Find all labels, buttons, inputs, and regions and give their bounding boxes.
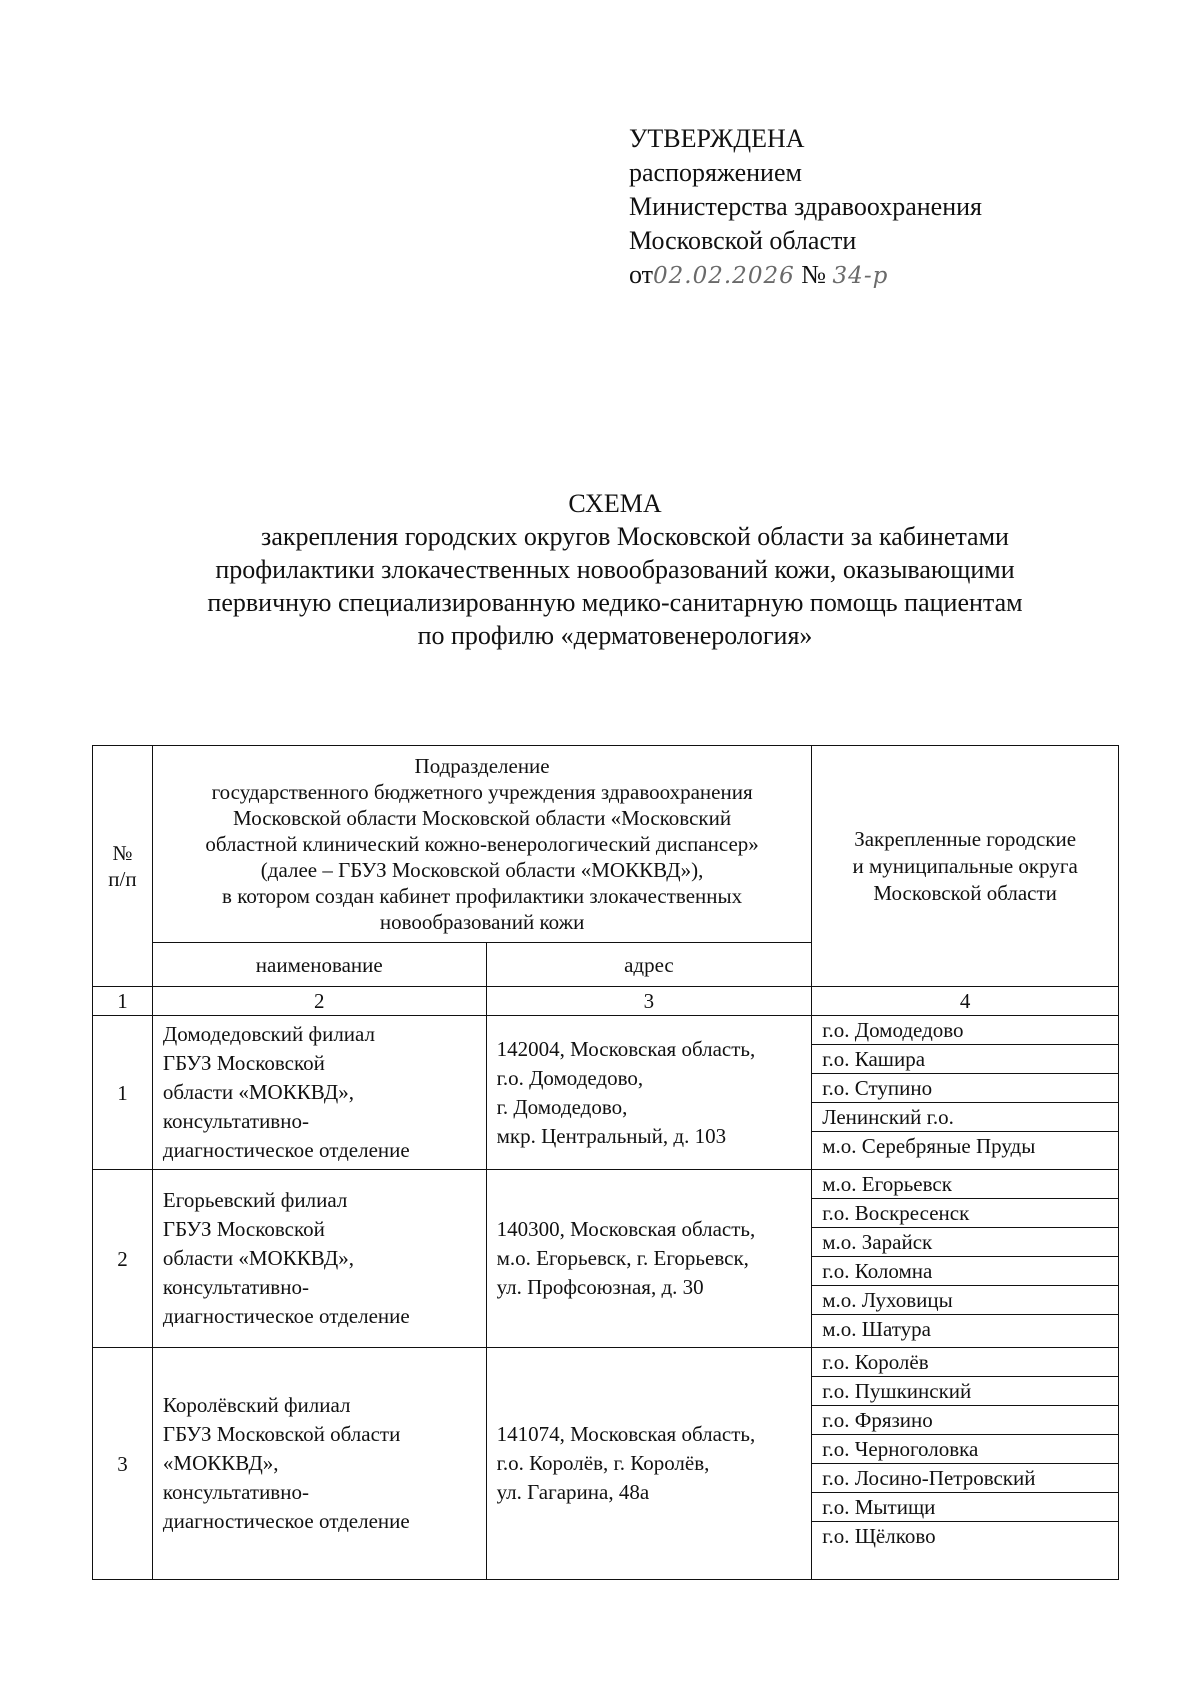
branch-address <box>486 1170 812 1348</box>
branch-address <box>486 1016 812 1170</box>
heading-line-1: закрепления городских округов Московской области за кабинетами <box>261 522 1009 551</box>
branch-address-line: 141074, Московская область, <box>496 1422 756 1446</box>
document-heading <box>150 487 1080 652</box>
area-item: Ленинский г.о. <box>812 1103 1118 1132</box>
approval-line-3: Московской области <box>629 226 857 255</box>
approval-date-line <box>629 258 982 293</box>
branch-name-line: «МОККВД», <box>162 1451 279 1475</box>
branch-address-line: ул. Гагарина, 48а <box>496 1480 650 1504</box>
table-row <box>93 1170 1119 1348</box>
area-item: г.о. Домодедово <box>812 1016 1118 1045</box>
branch-name-line: области «МОККВД», <box>162 1080 355 1104</box>
branch-name <box>152 1016 486 1170</box>
col-number-1: 1 <box>93 987 153 1016</box>
area-item: г.о. Кашира <box>812 1045 1118 1074</box>
branch-name-line: диагностическое отделение <box>162 1138 410 1162</box>
approval-stamp <box>629 122 982 293</box>
header-unit <box>152 746 811 943</box>
header-unit-line: Подразделение <box>414 754 550 778</box>
branch-address-line: мкр. Центральный, д. 103 <box>496 1123 727 1148</box>
branch-address-line: м.о. Егорьевск, г. Егорьевск, <box>496 1246 749 1270</box>
assignment-table <box>92 745 1119 1580</box>
area-item: г.о. Лосино-Петровский <box>812 1464 1118 1493</box>
branch-name-line: ГБУЗ Московской <box>162 1217 325 1241</box>
branch-name-line: Домодедовский филиал <box>162 1022 376 1046</box>
handwritten-date: 02.02.2026 <box>653 263 795 289</box>
row-num: 1 <box>93 1016 153 1170</box>
heading-line-2: профилактики злокачественных новообразований кожи, оказывающими <box>215 555 1015 584</box>
area-item: м.о. Шатура <box>822 1317 931 1341</box>
branch-name-line: ГБУЗ Московской <box>162 1051 325 1075</box>
area-item: г.о. Воскресенск <box>812 1199 1118 1228</box>
assigned-areas <box>812 1170 1119 1348</box>
date-prefix: от <box>629 260 654 289</box>
header-name: наименование <box>152 943 486 987</box>
col-number-3: 3 <box>486 987 812 1016</box>
row-num: 3 <box>93 1348 153 1580</box>
approval-line-2: Министерства здравоохранения <box>629 192 982 221</box>
header-num-line: п/п <box>108 867 137 891</box>
branch-address-line: г.о. Домодедово, <box>496 1065 644 1090</box>
branch-address-line: 142004, Московская область, <box>496 1036 756 1061</box>
assigned-areas <box>812 1348 1119 1580</box>
header-unit-line: государственного бюджетного учреждения здравоохранения <box>211 780 753 804</box>
handwritten-number: 34-р <box>832 263 889 289</box>
row-num: 2 <box>93 1170 153 1348</box>
area-item: г.о. Мытищи <box>812 1493 1118 1522</box>
area-item: м.о. Серебряные Пруды <box>822 1134 1036 1158</box>
number-prefix: № <box>801 260 827 289</box>
branch-name-line: консультативно- <box>162 1480 309 1504</box>
area-item: г.о. Пушкинский <box>812 1377 1118 1406</box>
header-unit-line: (далее – ГБУЗ Московской области «МОККВД»), <box>260 858 704 882</box>
branch-address-line: ул. Профсоюзная, д. 30 <box>496 1275 704 1299</box>
table-row <box>93 1016 1119 1170</box>
header-areas-line: Московской области <box>873 880 1057 905</box>
col-number-2: 2 <box>152 987 486 1016</box>
area-item: м.о. Егорьевск <box>812 1170 1118 1199</box>
area-item: г.о. Коломна <box>812 1257 1118 1286</box>
branch-name-line: диагностическое отделение <box>162 1509 410 1533</box>
header-unit-line: Московской области Московской области «Московский <box>233 806 732 830</box>
area-item: г.о. Фрязино <box>812 1406 1118 1435</box>
col-number-4: 4 <box>812 987 1119 1016</box>
document-title: СХЕМА <box>568 489 662 518</box>
branch-name-line: диагностическое отделение <box>162 1304 410 1328</box>
header-areas <box>812 746 1119 987</box>
branch-address-line: 140300, Московская область, <box>496 1217 756 1241</box>
branch-name-line: Королёвский филиал <box>162 1393 351 1417</box>
branch-name-line: ГБУЗ Московской области <box>162 1422 401 1446</box>
approval-line-1: распоряжением <box>629 158 802 187</box>
heading-line-4: по профилю «дерматовенерология» <box>417 621 813 650</box>
heading-line-3: первичную специализированную медико-санитарную помощь пациентам <box>207 588 1023 617</box>
branch-name-line: консультативно- <box>162 1275 309 1299</box>
branch-address <box>486 1348 812 1580</box>
area-item: г.о. Ступино <box>812 1074 1118 1103</box>
assigned-areas <box>812 1016 1119 1170</box>
branch-name-line: области «МОККВД», <box>162 1246 355 1270</box>
header-unit-line: в котором создан кабинет профилактики злокачественных <box>222 884 743 908</box>
header-unit-line: новообразований кожи <box>379 910 585 934</box>
branch-address-line: г. Домодедово, <box>496 1094 628 1119</box>
branch-name <box>152 1348 486 1580</box>
header-address: адрес <box>486 943 812 987</box>
area-item: г.о. Щёлково <box>822 1524 936 1548</box>
area-item: г.о. Королёв <box>812 1348 1118 1377</box>
header-num-line: № <box>112 841 133 865</box>
area-item: г.о. Черноголовка <box>812 1435 1118 1464</box>
table-row <box>93 1348 1119 1580</box>
branch-name-line: консультативно- <box>162 1109 309 1133</box>
area-item: м.о. Зарайск <box>812 1228 1118 1257</box>
branch-name <box>152 1170 486 1348</box>
branch-name-line: Егорьевский филиал <box>162 1188 348 1212</box>
header-areas-line: и муниципальные округа <box>852 853 1078 878</box>
branch-address-line: г.о. Королёв, г. Королёв, <box>496 1451 710 1475</box>
header-areas-line: Закрепленные городские <box>854 826 1077 851</box>
header-num <box>93 746 153 987</box>
header-unit-line: областной клинический кожно-венерологический диспансер» <box>205 832 759 856</box>
approval-title: УТВЕРЖДЕНА <box>629 124 805 153</box>
area-item: м.о. Луховицы <box>812 1286 1118 1315</box>
